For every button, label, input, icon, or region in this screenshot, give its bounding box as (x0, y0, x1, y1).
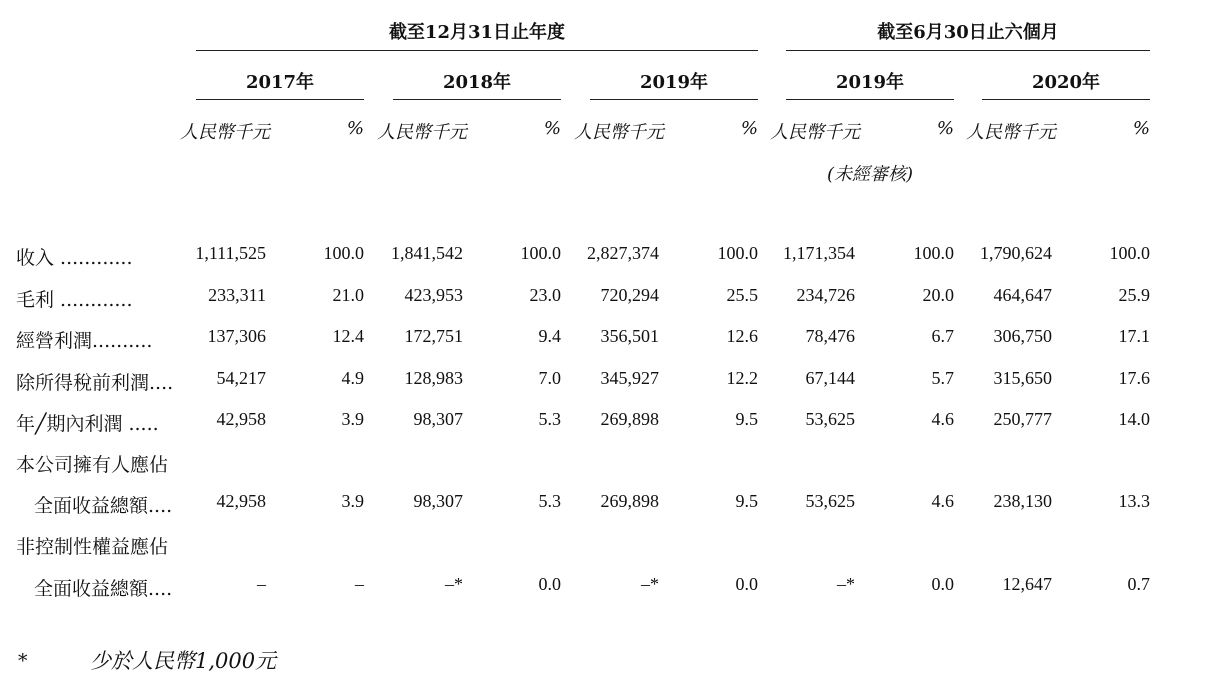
table-cell: 9.5 (735, 491, 758, 511)
table-cell: 3.9 (341, 491, 364, 511)
table-cell: 12.4 (332, 326, 364, 346)
table-cell: 0.0 (931, 574, 954, 594)
row-label-gross-profit: 毛利 ............ (16, 289, 133, 311)
row-label-revenue: 收入 ............ (16, 247, 133, 269)
pct-label-2017: % (346, 118, 364, 139)
table-cell: 5.3 (538, 409, 561, 429)
table-cell: 100.0 (323, 243, 364, 263)
year-header-2020-h1: 2020年 (1031, 72, 1101, 93)
row-label-profit-before-tax: 除所得稅前利潤.... (16, 372, 174, 394)
table-cell: 269,898 (600, 409, 659, 429)
group-rule-annual (196, 50, 758, 51)
year-header-2019-h1: 2019年 (835, 72, 905, 93)
table-cell: 1,790,624 (980, 243, 1052, 263)
table-cell: 464,647 (993, 285, 1052, 305)
table-cell: 356,501 (600, 326, 659, 346)
table-cell: –* (445, 574, 463, 594)
table-cell: 98,307 (413, 491, 463, 511)
table-cell: 306,750 (993, 326, 1052, 346)
table-cell: 6.7 (931, 326, 954, 346)
table-cell: 9.4 (538, 326, 561, 346)
table-cell: 53,625 (805, 491, 855, 511)
table-cell: 13.3 (1118, 491, 1150, 511)
year-rule-2020-h1 (982, 99, 1150, 100)
unit-label-2019: 人民幣千元 (574, 122, 664, 143)
table-cell: 5.7 (931, 368, 954, 388)
table-cell: 0.0 (538, 574, 561, 594)
table-cell: 4.6 (931, 409, 954, 429)
pct-label-2019-h1: % (936, 118, 954, 139)
table-cell: 42,958 (216, 491, 266, 511)
pct-label-2018: % (543, 118, 561, 139)
table-cell: –* (837, 574, 855, 594)
table-cell: 12.2 (726, 368, 758, 388)
unaudited-note: (未經審核) (826, 164, 914, 185)
row-label-nci-header: 非控制性權益應佔 (16, 536, 169, 558)
group-rule-six-months (786, 50, 1150, 51)
table-cell: 2,827,374 (587, 243, 659, 263)
table-cell: 100.0 (520, 243, 561, 263)
table-cell: 315,650 (993, 368, 1052, 388)
year-header-2019: 2019年 (639, 72, 709, 93)
unit-label-2018: 人民幣千元 (377, 122, 467, 143)
table-cell: 172,751 (404, 326, 463, 346)
table-cell: – (355, 574, 364, 594)
table-cell: 21.0 (332, 285, 364, 305)
table-cell: 17.6 (1118, 368, 1150, 388)
unit-label-2017: 人民幣千元 (180, 122, 270, 143)
year-rule-2017 (196, 99, 364, 100)
table-cell: 250,777 (993, 409, 1052, 429)
group-title-annual: 截至12月31日止年度 (388, 22, 566, 43)
table-cell: 7.0 (538, 368, 561, 388)
year-rule-2019 (590, 99, 758, 100)
table-cell: 53,625 (805, 409, 855, 429)
row-label-owners-comprehensive: 全面收益總額.... (34, 495, 173, 517)
pct-label-2020-h1: % (1132, 118, 1150, 139)
row-label-operating-profit: 經營利潤.......... (16, 330, 153, 352)
table-cell: 12.6 (726, 326, 758, 346)
footnote-mark: * (18, 650, 28, 672)
year-rule-2018 (393, 99, 561, 100)
table-cell: 1,841,542 (391, 243, 463, 263)
table-cell: 4.6 (931, 491, 954, 511)
table-cell: 4.9 (341, 368, 364, 388)
table-cell: – (257, 574, 266, 594)
table-cell: 238,130 (993, 491, 1052, 511)
table-cell: 23.0 (529, 285, 561, 305)
unit-label-2019-h1: 人民幣千元 (770, 122, 860, 143)
row-label-owners-header: 本公司擁有人應佔 (16, 454, 169, 476)
table-cell: 98,307 (413, 409, 463, 429)
table-cell: 12,647 (1002, 574, 1052, 594)
table-cell: 25.5 (726, 285, 758, 305)
table-cell: 78,476 (805, 326, 855, 346)
table-cell: 25.9 (1118, 285, 1150, 305)
table-cell: 100.0 (717, 243, 758, 263)
table-cell: 128,983 (404, 368, 463, 388)
table-cell: 423,953 (404, 285, 463, 305)
table-cell: 720,294 (600, 285, 659, 305)
table-cell: 5.3 (538, 491, 561, 511)
table-cell: 100.0 (913, 243, 954, 263)
table-cell: 42,958 (216, 409, 266, 429)
table-cell: 17.1 (1118, 326, 1150, 346)
table-cell: 9.5 (735, 409, 758, 429)
year-rule-2019-h1 (786, 99, 954, 100)
table-cell: 234,726 (796, 285, 855, 305)
table-cell: 67,144 (805, 368, 855, 388)
group-title-six-months: 截至6月30日止六個月 (877, 22, 1059, 43)
table-cell: 0.7 (1127, 574, 1150, 594)
table-cell: 20.0 (922, 285, 954, 305)
table-cell: 3.9 (341, 409, 364, 429)
table-cell: 233,311 (208, 285, 266, 305)
table-cell: 54,217 (216, 368, 266, 388)
footnote-text: 少於人民幣1,000元 (90, 649, 277, 673)
table-cell: 1,111,525 (195, 243, 266, 263)
table-cell: 1,171,354 (783, 243, 855, 263)
row-label-nci-comprehensive: 全面收益總額.... (34, 578, 173, 600)
row-label-profit-for-period: 年╱期內利潤 ..... (16, 413, 159, 435)
table-cell: –* (641, 574, 659, 594)
table-cell: 100.0 (1109, 243, 1150, 263)
table-cell: 14.0 (1118, 409, 1150, 429)
year-header-2018: 2018年 (442, 72, 512, 93)
table-cell: 345,927 (600, 368, 659, 388)
table-cell: 0.0 (735, 574, 758, 594)
table-cell: 137,306 (207, 326, 266, 346)
table-cell: 269,898 (600, 491, 659, 511)
unit-label-2020-h1: 人民幣千元 (966, 122, 1056, 143)
pct-label-2019: % (740, 118, 758, 139)
year-header-2017: 2017年 (245, 72, 315, 93)
